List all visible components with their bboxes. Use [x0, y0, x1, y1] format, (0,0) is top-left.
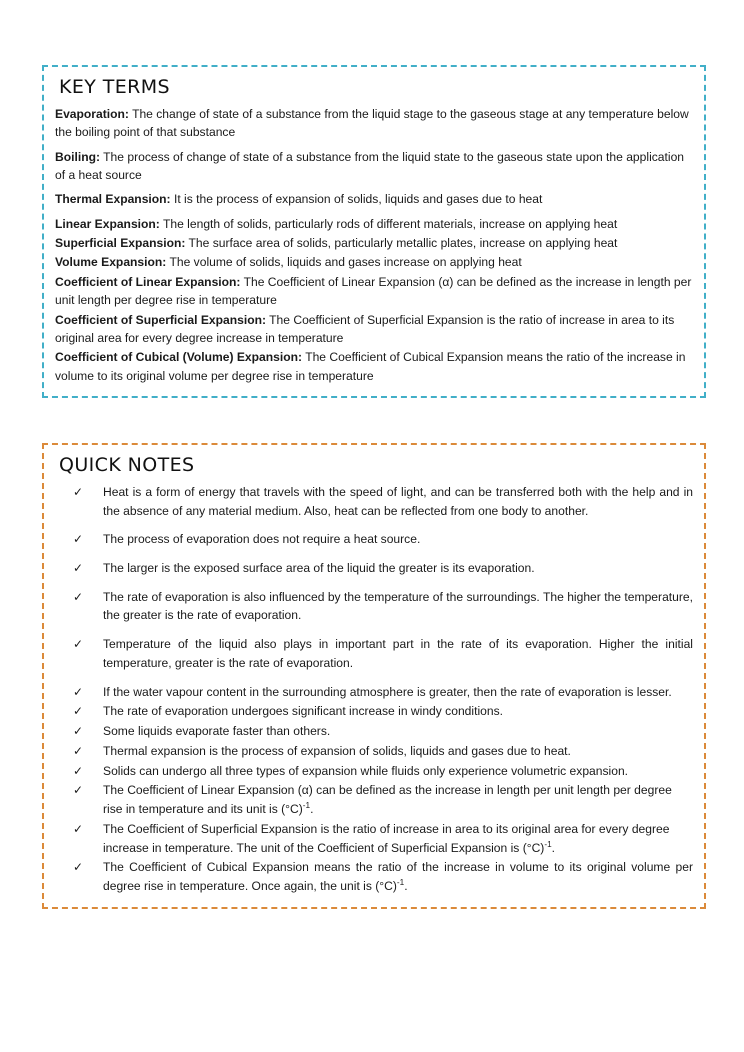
- term-definition: The Coefficient of Superficial Expansion is the ratio of increase in area to its original area for every degree increase in temperature: [55, 312, 675, 345]
- check-icon: ✓: [73, 637, 84, 652]
- list-item: [55, 559, 693, 578]
- term-definition: The Coefficient of Cubical Expansion means the ratio of the increase in volume to its original volume per degree rise in temperature: [55, 350, 686, 383]
- list-item-text: Some liquids evaporate faster than others.: [103, 724, 331, 739]
- term-coefficient-cubical-expansion: [55, 348, 693, 385]
- list-item: [55, 858, 693, 895]
- term-coefficient-superficial-expansion: [55, 311, 693, 348]
- list-item-text: If the water vapour content in the surrounding atmosphere is greater, then the rate of evaporation is lesser.: [103, 684, 672, 699]
- check-icon: ✓: [73, 783, 84, 798]
- term-label: Volume Expansion:: [55, 255, 167, 270]
- superscript-unit: -1: [544, 839, 552, 849]
- check-icon: ✓: [73, 589, 84, 604]
- list-item: [55, 722, 693, 741]
- term-volume-expansion: [55, 253, 693, 271]
- list-item-text: [103, 822, 669, 855]
- list-item-text-suffix: .: [404, 879, 408, 894]
- list-item-text: Thermal expansion is the process of expansion of solids, liquids and gases due to heat.: [103, 743, 571, 758]
- list-item: [55, 820, 693, 857]
- list-item: [55, 781, 693, 818]
- term-definition: The surface area of solids, particularly metallic plates, increase on applying heat: [185, 236, 618, 251]
- check-icon: ✓: [73, 743, 84, 758]
- check-icon: ✓: [73, 821, 84, 836]
- term-definition: The volume of solids, liquids and gases increase on applying heat: [166, 255, 522, 270]
- term-label: Coefficient of Cubical (Volume) Expansion:: [55, 350, 303, 365]
- list-item: [55, 742, 693, 761]
- term-label: Evaporation:: [55, 106, 129, 121]
- term-definition: The process of change of state of a substance from the liquid state to the gaseous state upon the application of a heat source: [55, 149, 685, 182]
- key-terms-box: [42, 65, 706, 398]
- term-boiling: [55, 148, 693, 185]
- term-coefficient-linear-expansion: [55, 273, 693, 310]
- term-definition: It is the process of expansion of solids, liquids and gases due to heat: [170, 192, 543, 207]
- list-item: [55, 483, 693, 520]
- list-item-text-suffix: .: [551, 840, 556, 855]
- list-item-text: Heat is a form of energy that travels with the speed of light, and can be transferred both with the help and in the absence of any material medium. Also, heat can be reflected from one body to another.: [103, 484, 693, 518]
- list-item-text-prefix: The Coefficient of Superficial Expansion is the ratio of increase in area to its original area for every degree increase in temperature. The unit of the Coefficient of Superficial Expansion is (°C): [103, 821, 670, 855]
- list-item-text: Solids can undergo all three types of expansion while fluids only experience volumetric expansion.: [103, 763, 629, 778]
- term-label: Coefficient of Linear Expansion:: [55, 274, 241, 289]
- check-icon: ✓: [73, 763, 84, 778]
- quick-notes-heading: QUICK NOTES: [59, 454, 195, 476]
- check-icon: ✓: [73, 532, 84, 547]
- list-item-text: The rate of evaporation is also influenced by the temperature of the surroundings. The higher the temperature, the greater is the rate of evaporation.: [103, 589, 693, 623]
- quick-notes-box: [42, 443, 706, 909]
- term-linear-expansion: [55, 215, 693, 233]
- term-evaporation: [55, 105, 693, 142]
- list-item-text: [103, 860, 693, 893]
- check-icon: ✓: [73, 484, 84, 499]
- list-item: [55, 635, 693, 672]
- list-item: [55, 530, 693, 549]
- term-label: Boiling:: [55, 149, 101, 164]
- superscript-unit: -1: [302, 801, 311, 811]
- term-definition: The Coefficient of Linear Expansion (α) can be defined as the increase in length per unit length per degree rise in temperature: [55, 274, 692, 308]
- list-item-text-prefix: The Coefficient of Linear Expansion (α) can be defined as the increase in length per unit length per degree rise in temperature and its unit is (°C): [103, 783, 672, 817]
- list-item-text: The rate of evaporation undergoes significant increase in windy conditions.: [103, 704, 504, 719]
- list-item-text: The larger is the exposed surface area of the liquid the greater is its evaporation.: [103, 561, 535, 575]
- term-thermal-expansion: [55, 190, 693, 208]
- list-item-text-prefix: The Coefficient of Cubical Expansion means the ratio of the increase in volume to its original volume per degree rise in temperature. Once again, the unit is (°C): [103, 860, 693, 894]
- superscript-unit: -1: [396, 877, 405, 887]
- term-label: Thermal Expansion:: [55, 192, 171, 207]
- list-item-text: Temperature of the liquid also plays in important part in the rate of its evaporation. Higher the initial temperature, greater is the rate of evaporation.: [103, 637, 693, 670]
- list-item: [55, 762, 693, 781]
- list-item: [55, 588, 693, 625]
- list-item: [55, 702, 693, 721]
- quick-notes-list: [55, 483, 693, 896]
- term-superficial-expansion: [55, 234, 693, 252]
- term-label: Coefficient of Superficial Expansion:: [55, 312, 266, 327]
- check-icon: ✓: [73, 724, 84, 739]
- term-definition: The length of solids, particularly rods of different materials, increase on applying heat: [159, 216, 618, 231]
- check-icon: ✓: [73, 561, 84, 575]
- list-item-text: [103, 783, 672, 816]
- list-item-text: The process of evaporation does not require a heat source.: [103, 532, 421, 547]
- term-label: Superficial Expansion:: [55, 236, 186, 251]
- list-item-text-suffix: .: [310, 802, 314, 817]
- term-definition: The change of state of a substance from the liquid stage to the gaseous stage at any temperature below the boiling point of that substance: [55, 106, 689, 140]
- key-terms-heading: KEY TERMS: [59, 76, 170, 98]
- term-label: Linear Expansion:: [55, 216, 160, 231]
- list-item: [55, 683, 693, 702]
- check-icon: ✓: [73, 860, 84, 875]
- check-icon: ✓: [73, 704, 84, 719]
- check-icon: ✓: [73, 684, 84, 699]
